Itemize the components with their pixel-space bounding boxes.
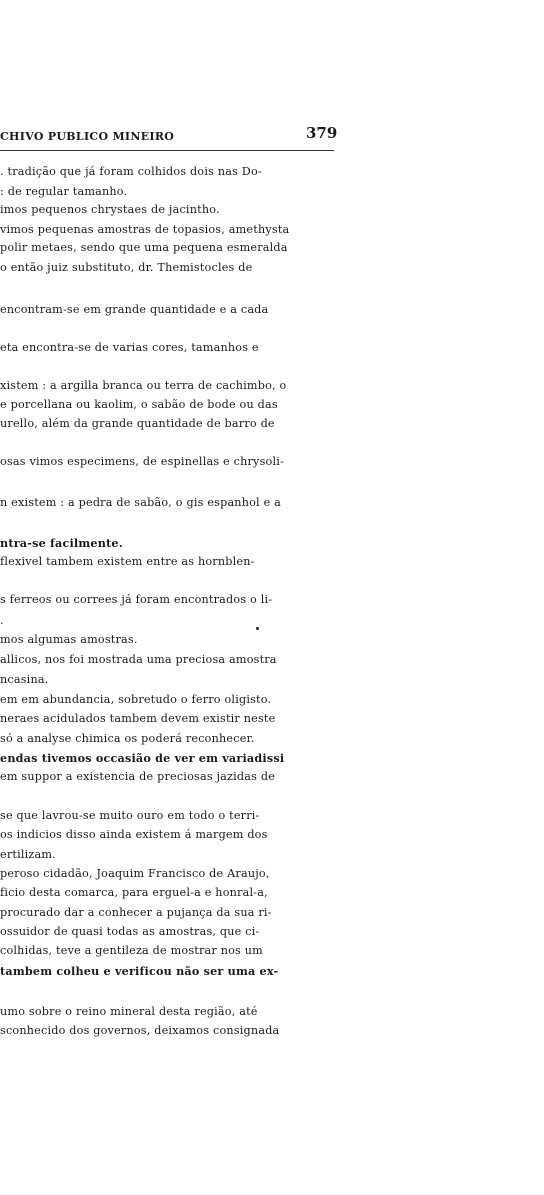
text-line: . tradição que já foram colhidos dois nas Do-: [0, 165, 262, 178]
text-line: sconhecido dos governos, deixamos consignada: [0, 1024, 280, 1037]
running-title: CHIVO PUBLICO MINEIRO: [0, 130, 175, 143]
text-line: o então juiz substituto, dr. Themistocles de: [0, 261, 253, 274]
text-line: flexivel tambem existem entre as hornblen-: [0, 555, 255, 568]
text-line: peroso cidadão, Joaquim Francisco de Araujo,: [0, 867, 270, 880]
text-line: procurado dar a conhecer a pujança da sua ri-: [0, 906, 272, 919]
text-line: em suppor a existencia de preciosas jazidas de: [0, 770, 276, 783]
text-line: só a analyse chimica os poderá reconhecer.: [0, 732, 255, 745]
text-line: polir metaes, sendo que uma pequena esmeralda: [0, 241, 288, 254]
ink-speck: [256, 627, 259, 630]
text-line: colhidas, teve a gentileza de mostrar nos um: [0, 944, 263, 957]
text-line: se que lavrou-se muito ouro em todo o terri-: [0, 809, 260, 822]
text-line: ficio desta comarca, para erguel-a e honral-a,: [0, 886, 268, 899]
text-line: umo sobre o reino mineral desta região, até: [0, 1005, 258, 1018]
text-line: urello, além da grande quantidade de barro de: [0, 417, 275, 430]
text-line: vimos pequenas amostras de topasios, amethysta: [0, 223, 290, 236]
text-line: ncasina.: [0, 673, 49, 686]
header-rule: [0, 150, 334, 151]
text-line: osas vimos especimens, de espinellas e chrysoli-: [0, 455, 284, 468]
text-line: n existem : a pedra de sabão, o gis espanhol e a: [0, 496, 282, 509]
text-line: e porcellana ou kaolim, o sabão de bode ou das: [0, 398, 278, 411]
text-line: tambem colheu e verificou não ser uma ex-: [0, 964, 279, 978]
text-line: eta encontra-se de varias cores, tamanhos e: [0, 341, 259, 354]
text-line: ertilizam.: [0, 848, 56, 861]
running-header: [0, 124, 340, 144]
page-number: 379: [306, 124, 338, 142]
text-line: encontram-se em grande quantidade e a cada: [0, 303, 269, 316]
text-line: xistem : a argilla branca ou terra de cachimbo, o: [0, 379, 287, 392]
text-line: em em abundancia, sobretudo o ferro oligisto.: [0, 693, 272, 706]
text-line: imos pequenos chrystaes de jacintho.: [0, 203, 220, 216]
text-line: ntra-se facilmente.: [0, 536, 123, 550]
text-line: .: [0, 614, 4, 627]
text-line: mos algumas amostras.: [0, 633, 138, 646]
text-line: neraes acidulados tambem devem existir neste: [0, 712, 276, 725]
text-line: os indicios disso ainda existem á margem dos: [0, 828, 268, 841]
text-line: endas tivemos occasião de ver em variadissi: [0, 751, 285, 765]
text-line: ossuidor de quasi todas as amostras, que ci-: [0, 925, 260, 938]
text-line: allicos, nos foi mostrada uma preciosa amostra: [0, 653, 277, 666]
text-line: s ferreos ou correes já foram encontrados o li-: [0, 593, 273, 606]
text-line: : de regular tamanho.: [0, 185, 128, 198]
